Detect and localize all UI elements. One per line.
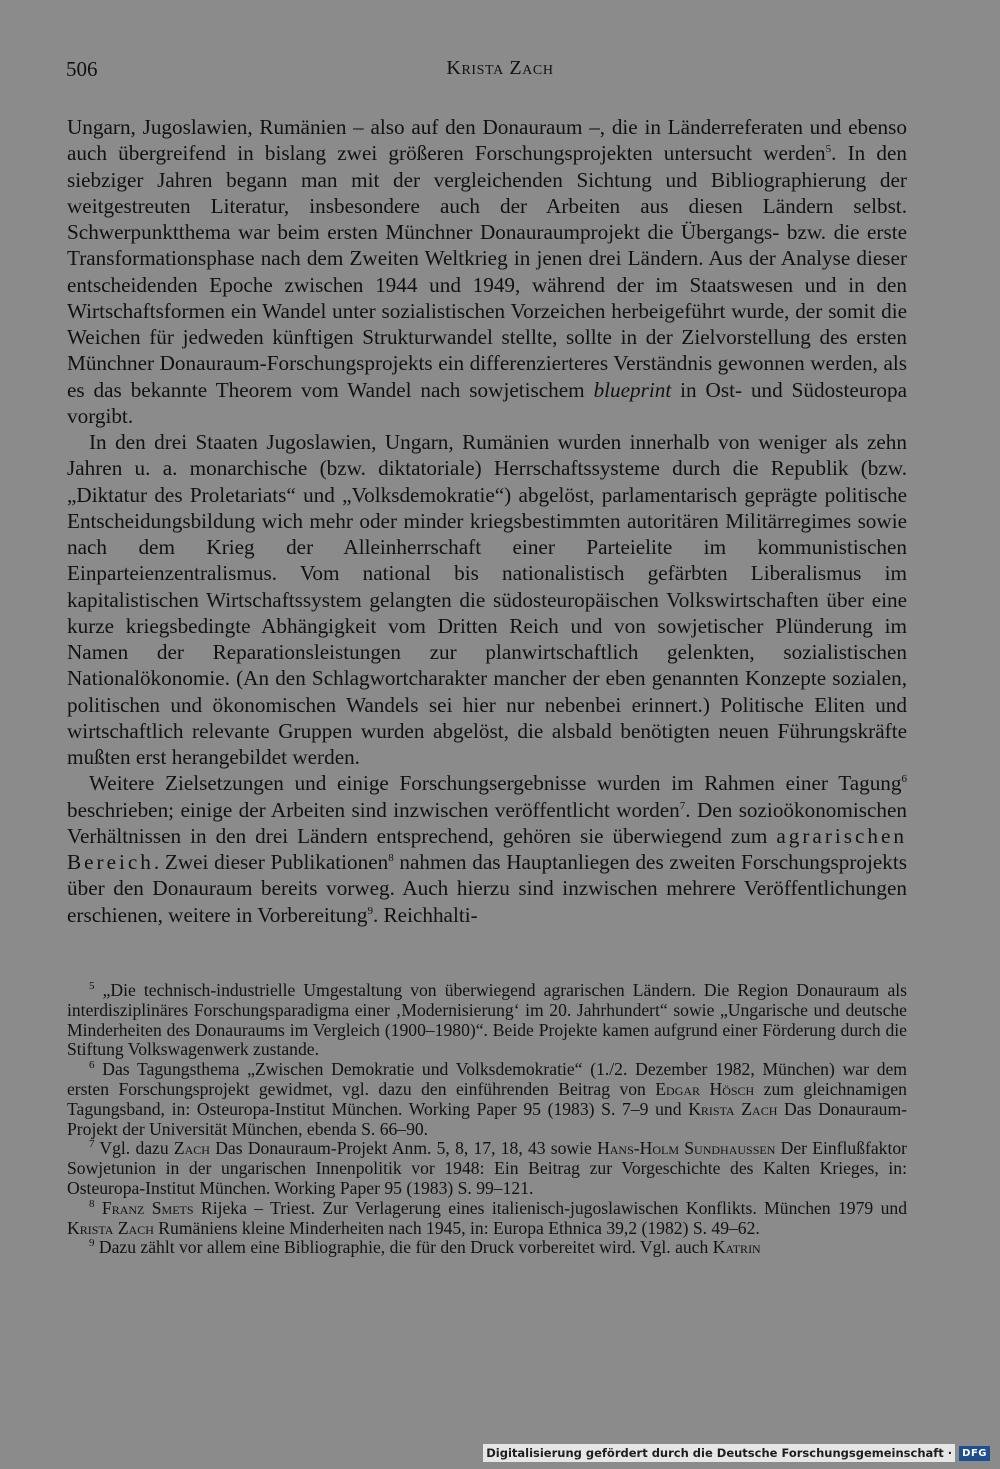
footnote-text: „Die technisch-industrielle Umgestaltung von überwiegend agrarischen Ländern. Die Region Donauraum als interdisziplinäres Forschungsparadigma einer ‚Modernisierung‘ im 20. Jahrhundert“ sowie „Ungarische und deutsche Minderheiten des Donauraums im Vergleich (1900–1980)“. Beide Projekte kamen aufgrund einer Förderung durch die Stiftung Volkswagenwerk zustande. xyxy=(67,980,907,1060)
author-name: Krista Zach xyxy=(67,1217,154,1238)
footnote-number: 7 xyxy=(89,1138,95,1151)
footnote-number: 6 xyxy=(89,1059,95,1072)
spaced-emphasis: agrarischen Bereich xyxy=(67,823,907,874)
footnote-text: zum gleichnamigen Tagungsband, in: Osteuropa-Institut München. Working Paper 95 (1983) S. 7–9 und xyxy=(67,1078,907,1119)
footnote-text: Das Donauraum-Projekt Anm. 5, 8, 17, 18, 43 sowie xyxy=(209,1138,598,1159)
text-run: . In den siebziger Jahren begann man mit der vergleichenden Sichtung und Bibliographierung der weitgestreuten Literatur, insbesondere auch der Arbeiten aus diesen Ländern selbst. Schwerpunktthema war beim ersten Münchner Donauraumprojekt die Übergangs- bzw. die erste Transformationsphase nach dem Zweiten Weltkrieg in jenen drei Ländern. Aus der Analyse dieser entscheidenden Epoche zwischen 1944 und 1949, während der im Staatswesen und in den Wirtschaftsformen ein Wandel unter sozialistischen Vorzeichen herbeigeführt wurde, der somit die Weichen für jedweden künftigen Strukturwandel stellte, sollte in der Zielvorstellung des ersten Münchner Donauraum-Forschungsprojekts ein differenzierteres Verständnis gewonnen werden, als es das bekannte Theorem vom Wandel nach sowjetischem xyxy=(67,141,907,402)
footnote-8 xyxy=(67,1199,907,1239)
footnote-text: Rijeka – Triest. Zur Verlagerung eines italienisch-jugoslawischen Konflikts. München 1979 und xyxy=(193,1197,907,1218)
text-run: in Ost- und Südosteuropa vorgibt. xyxy=(67,377,907,428)
text-run: Ungarn, Jugoslawien, Rumänien – also auf den Donauraum –, die in Länderreferaten und ebenso auch übergreifend in bislang zwei größeren Forschungsprojekten untersucht werden xyxy=(67,115,907,166)
footnote-text: Vgl. dazu xyxy=(94,1138,174,1159)
footnote-ref-5: 5 xyxy=(825,143,832,156)
paragraph-2: In den drei Staaten Jugoslawien, Ungarn, Rumänien wurden innerhalb von weniger als zehn Jahren u. a. monarchische (bzw. diktatoriale) Herrschaftssysteme durch die Republik (bzw. „Diktatur des Proletariats“ und „Volksdemokratie“) abgelöst, parlamentarisch geprägte politische Entscheidungsbildung wich mehr oder minder kriegsbestimmten autoritären Militärregimes sowie nach dem Krieg der Alleinherrschaft einer Parteielite im kommunistischen Einparteienzentralismus. Vom national bis nationalistisch gefärbten Liberalismus im kapitalistischen Wirtschaftssystem gelangten die südosteuropäischen Volkswirtschaften über eine kurze kriegsbedingte Abhängigkeit vom Dritten Reich und von sowjetischer Plünderung im Namen der Reparationsleistungen zur planwirtschaftlich gelenkten, sozialistischen Nationalökonomie. (An den Schlagwortcharakter mancher der eben genannten Konzepte sozialen, politischen und ökonomischen Wandels sei hier nur nebenbei erinnert.) Politische Eliten und wirtschaftlich relevante Gruppen wurden abgelöst, die alsbald benötigten neuen Führungskräfte mußten erst herangebildet werden. xyxy=(67,430,907,769)
footnote-text: Dazu zählt vor allem eine Bibliographie, die für den Druck vorbereitet wird. Vgl. auch xyxy=(94,1237,713,1258)
footnote-9 xyxy=(67,1238,907,1258)
text-run: Weitere Zielsetzungen und einige Forschungsergebnisse wurden im Rahmen einer Tagung xyxy=(89,771,902,796)
footnote-text: Der Einflußfaktor Sowjetunion in der ungarischen Innenpolitik vor 1948: Ein Beitrag zur Vorgeschichte des Kalten Krieges, in: Osteuropa-Institut München. Working Paper 95 (1983) S. 99–121. xyxy=(67,1138,907,1198)
author-name: Katrin xyxy=(712,1237,761,1258)
paragraph-3 xyxy=(67,770,907,928)
footnote-number: 5 xyxy=(89,980,95,993)
footnote-ref-8: 8 xyxy=(388,851,394,864)
page-number: 506 xyxy=(66,57,98,81)
footnote-text: Das Tagungsthema „Zwischen Demokratie und Volksdemokratie“ (1./2. Dezember 1982, München) war dem ersten Forschungsprojekt gewidmet, vgl. dazu den einführenden Beitrag von xyxy=(67,1059,907,1099)
text-run: nahmen das Hauptanliegen des zweiten Forschungsprojekts über den Donauraum bereits vorweg. Auch hierzu sind inzwischen mehrere Veröffentlichungen erschienen, weitere in Vorbereitung xyxy=(67,850,908,927)
running-header-author: Krista Zach xyxy=(446,57,554,79)
footnote-5 xyxy=(67,981,907,1060)
paragraph-1 xyxy=(67,114,907,429)
author-name: Hans-Holm Sundhaussen xyxy=(597,1138,776,1159)
footnote-ref-7: 7 xyxy=(679,799,686,812)
author-name: Franz Smets xyxy=(101,1197,194,1218)
funding-notice-label: Digitalisierung gefördert durch die Deutsche Forschungsgemeinschaft · xyxy=(483,1444,955,1462)
footnote-ref-9: 9 xyxy=(367,904,373,917)
dfg-logo-icon: DFG xyxy=(959,1446,990,1461)
footnote-number: 8 xyxy=(89,1197,95,1210)
footnote-text: Rumäniens kleine Minderheiten nach 1945, in: Europa Ethnica 39,2 (1982) S. 49–62. xyxy=(153,1217,760,1238)
footnote-7 xyxy=(67,1139,907,1198)
footnotes xyxy=(67,981,907,1258)
footnote-ref-6: 6 xyxy=(901,773,907,786)
italic-term: blueprint xyxy=(593,377,672,402)
footnote-text: Das Donauraum-Projekt der Universität München, ebenda S. 66–90. xyxy=(67,1098,908,1139)
author-name: Krista Zach xyxy=(688,1098,778,1119)
footnote-6 xyxy=(67,1060,907,1139)
author-name: Zach xyxy=(173,1138,210,1159)
text-run: . Reichhalti- xyxy=(372,902,478,927)
main-text xyxy=(67,114,907,928)
text-run: . Den sozioökonomischen Verhältnissen in den drei Ländern entsprechend, gehören sie überwiegend zum xyxy=(67,797,907,848)
text-run: . Zwei dieser Publikationen xyxy=(153,850,389,874)
author-name: Edgar Hösch xyxy=(655,1078,755,1099)
funding-notice xyxy=(483,1444,990,1462)
footnote-number: 9 xyxy=(89,1237,95,1250)
text-run: beschrieben; einige der Arbeiten sind inzwischen veröffentlicht worden xyxy=(67,797,680,822)
